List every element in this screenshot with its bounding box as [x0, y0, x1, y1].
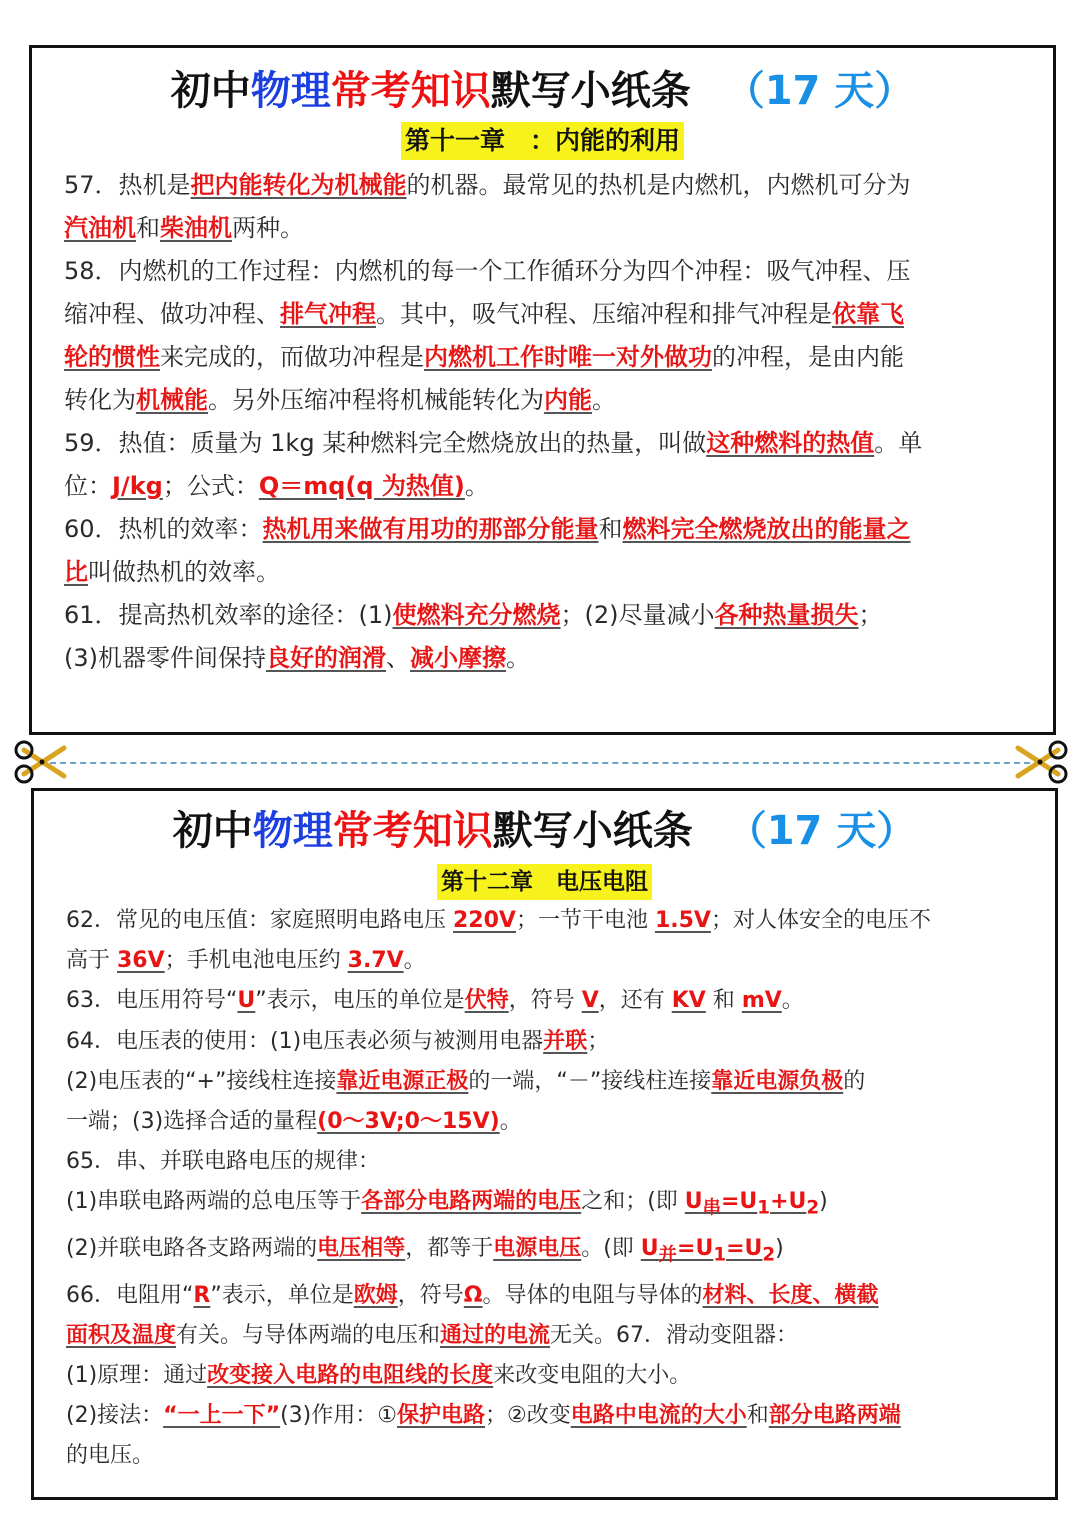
answer: 各部分电路两端的电压: [361, 1189, 582, 1215]
text: 。(即: [581, 1236, 641, 1262]
text: 。: [464, 472, 489, 500]
text: 转化为: [64, 386, 136, 414]
text: 59．热值：质量为 1kg 某种燃料完全燃烧放出的热量，叫做: [64, 429, 707, 457]
text-line: [66, 1276, 1031, 1316]
answer: 电路中电流的大小: [570, 1403, 747, 1429]
text-line: [66, 1356, 1031, 1396]
text-line: [66, 1436, 1031, 1476]
answer: 内燃机工作时唯一对外做功: [424, 343, 712, 371]
answer: 靠近电源负极: [711, 1068, 844, 1094]
answer: 机械能: [136, 386, 208, 414]
answer: 面积及温度: [66, 1322, 177, 1348]
text-line: [66, 981, 1031, 1021]
answer: 比: [64, 558, 88, 586]
text: 66．电阻用“: [66, 1282, 194, 1308]
text: ；②改变: [485, 1403, 571, 1429]
text-line: [66, 941, 1031, 981]
formula-subscript: 1: [757, 1197, 771, 1219]
answer: R: [193, 1282, 211, 1308]
text: ): [819, 1189, 828, 1215]
text-line: [64, 336, 1029, 379]
text: 58．内燃机的工作过程：内燃机的每一个工作循环分为四个冲程：吸气冲程、压: [64, 257, 911, 285]
answer: 220V: [453, 908, 516, 933]
text: (2)电压表的“+”接线柱连接: [66, 1068, 337, 1094]
text: 和: [746, 1403, 769, 1429]
answer: 依靠飞: [832, 300, 904, 328]
title-part-2: 物理: [250, 68, 331, 114]
card-title: [34, 805, 1055, 857]
text-line: [66, 1396, 1031, 1436]
formula-subscript: 1: [713, 1244, 727, 1266]
chapter-heading: [32, 122, 1053, 160]
chapter-label: 第十二章 电压电阻: [437, 864, 652, 900]
title-part-3: 常考知识: [330, 68, 491, 114]
text: 的电压。: [66, 1443, 155, 1469]
formula-part: U: [640, 1236, 659, 1262]
text: 。导体的电阻与导体的: [482, 1282, 703, 1308]
answer: 良好的润滑: [266, 644, 386, 672]
text: 65．串、并联电路电压的规律：: [66, 1149, 380, 1175]
text: 和: [598, 515, 623, 543]
text: 无关。67．滑动变阻器：: [550, 1322, 799, 1348]
answer: 电源电压: [493, 1236, 582, 1262]
text-line: [64, 422, 1029, 465]
text: (2)并联电路各支路两端的: [66, 1236, 318, 1262]
chapter-heading: [34, 864, 1055, 900]
text: 的冲程，是由内能: [712, 343, 904, 371]
formula-part: =U: [726, 1236, 763, 1262]
formula-part: =U: [677, 1236, 714, 1262]
answer: 改变接入电路的电阻线的长度: [207, 1363, 494, 1389]
text: ，符号: [508, 988, 582, 1014]
text: ；(2)尽量减小: [560, 601, 715, 629]
answer: 伏特: [464, 988, 509, 1014]
answer: 材料、长度、横截: [702, 1282, 879, 1308]
text: ): [775, 1236, 784, 1262]
cut-line: [40, 762, 1040, 764]
text: ”表示，单位是: [210, 1282, 354, 1308]
note-card-chapter-12: [31, 788, 1058, 1500]
text: 63．电压用符号“: [66, 988, 238, 1014]
answer: KV: [671, 988, 706, 1014]
text: 之和；(即: [581, 1189, 685, 1215]
text-line: [64, 250, 1029, 293]
text: 位：: [64, 472, 112, 500]
text: ，符号: [397, 1282, 464, 1308]
text: 57．热机是: [64, 171, 191, 199]
text-line: [64, 293, 1029, 336]
text: 62．常见的电压值：家庭照明电路电压: [66, 908, 453, 933]
answer: Ω: [463, 1282, 483, 1308]
card-body: [64, 164, 1029, 680]
formula-part: +U: [770, 1189, 807, 1215]
card-body: [66, 901, 1031, 1477]
text-line: [66, 1022, 1031, 1062]
text: ”表示，电压的单位是: [255, 988, 465, 1014]
formula-subscript: 2: [762, 1244, 776, 1266]
text: (1)串联电路两端的总电压等于: [66, 1189, 362, 1215]
answer: 热机用来做有用功的那部分能量: [262, 515, 599, 543]
text: 两种。: [232, 214, 304, 242]
answer: 轮的惯性: [64, 343, 160, 371]
formula-subscript: 2: [806, 1197, 820, 1219]
formula-subscript: 并: [658, 1244, 678, 1266]
answer: 各种热量损失: [714, 601, 859, 629]
text: (2)接法：: [66, 1403, 164, 1429]
text: 61．提高热机效率的途径：(1): [64, 601, 393, 629]
text: 来改变电阻的大小。: [493, 1363, 692, 1389]
text-line: [64, 207, 1029, 250]
text: 、: [386, 644, 410, 672]
text: 的一端，“－”接线柱连接: [468, 1068, 712, 1094]
text: 缩冲程、做功冲程、: [64, 300, 280, 328]
text-line: [66, 901, 1031, 941]
text-line: [64, 637, 1029, 680]
answer: 把内能转化为机械能: [190, 171, 407, 199]
answer: 柴油机: [160, 214, 232, 242]
answer: 通过的电流: [440, 1322, 551, 1348]
answer: 3.7V: [347, 948, 404, 974]
formula-subscript: 串: [702, 1197, 721, 1219]
text: 60．热机的效率：: [64, 515, 263, 543]
formula-series: [684, 1189, 820, 1219]
answer: U: [237, 988, 256, 1014]
text: (1)原理：通过: [66, 1363, 208, 1389]
scissors-icon: [1014, 738, 1068, 786]
answer: 1.5V: [654, 908, 711, 933]
answer: 内能: [544, 386, 592, 414]
answer: J/kg: [112, 472, 163, 500]
answer: V: [581, 988, 599, 1014]
text: 有关。与导体两端的电压和: [176, 1322, 441, 1348]
text: 高于: [66, 948, 117, 974]
text: 和: [136, 214, 160, 242]
answer: 欧姆: [353, 1282, 398, 1308]
answer: 部分电路两端: [768, 1403, 901, 1429]
title-days: （17 天）: [726, 808, 917, 854]
text: ，都等于: [405, 1236, 494, 1262]
title-part-2: 物理: [252, 808, 333, 854]
answer: 汽油机: [64, 214, 136, 242]
title-part-1: 初中: [170, 68, 251, 114]
answer: Q＝mq(q 为热值): [258, 472, 465, 500]
answer: 排气冲程: [280, 300, 376, 328]
text: 。单: [874, 429, 923, 457]
answer: 这种燃料的热值: [706, 429, 875, 457]
text: (3)作用：①: [280, 1403, 397, 1429]
text: 64．电压表的使用：(1)电压表必须与被测用电器: [66, 1028, 544, 1054]
answer: 电压相等: [317, 1236, 406, 1262]
note-card-chapter-11: [29, 45, 1056, 735]
text: 。: [506, 644, 530, 672]
text: 一端；(3)选择合适的量程: [66, 1109, 318, 1135]
text: ；公式：: [162, 472, 259, 500]
text-line: [66, 1062, 1031, 1102]
text-line: [66, 1102, 1031, 1142]
text: 。: [781, 988, 804, 1014]
formula-parallel: [640, 1236, 776, 1266]
answer: 靠近电源正极: [336, 1068, 469, 1094]
answer: 减小摩擦: [410, 644, 506, 672]
answer: 保护电路: [396, 1403, 485, 1429]
answer: 燃料完全燃烧放出的能量之: [622, 515, 911, 543]
text: ；手机电池电压约: [164, 948, 348, 974]
answer: 并联: [543, 1028, 588, 1054]
title-part-3: 常考知识: [332, 808, 493, 854]
text: 来完成的，而做功冲程是: [160, 343, 424, 371]
text-line: [64, 594, 1029, 637]
text: 叫做热机的效率。: [88, 558, 280, 586]
chapter-label: 第十一章 ：内能的利用: [401, 122, 684, 160]
formula-part: U: [684, 1189, 703, 1215]
text-line: [64, 551, 1029, 594]
text-line: [66, 1142, 1031, 1182]
title-days: （17 天）: [724, 68, 915, 114]
text-line: [66, 1229, 1031, 1276]
text-line: [64, 164, 1029, 207]
title-part-1: 初中: [172, 808, 253, 854]
answer: “一上一下”: [163, 1403, 281, 1429]
text: ；对人体安全的电压不: [710, 908, 931, 933]
title-part-4: 默写小纸条: [490, 68, 691, 114]
text: ；: [858, 601, 883, 629]
text-line: [64, 508, 1029, 551]
text-line: [64, 379, 1029, 422]
text-line: [66, 1182, 1031, 1229]
text: 。其中，吸气冲程、压缩冲程和排气冲程是: [376, 300, 832, 328]
text: 的: [843, 1068, 866, 1094]
text: 。另外压缩冲程将机械能转化为: [208, 386, 544, 414]
text: ；一节干电池: [515, 908, 655, 933]
text: ；: [587, 1028, 610, 1054]
text: 。: [403, 948, 426, 974]
text: 和: [705, 988, 742, 1014]
text: ，还有: [598, 988, 672, 1014]
answer: (0～3V;0～15V): [317, 1109, 500, 1135]
card-title: [32, 65, 1053, 117]
answer: 36V: [117, 948, 165, 974]
scissors-icon: [14, 738, 68, 786]
text: (3)机器零件间保持: [64, 644, 266, 672]
answer: mV: [741, 988, 782, 1014]
text: 。: [592, 386, 616, 414]
formula-part: =U: [720, 1189, 758, 1215]
text-line: [66, 1316, 1031, 1356]
title-part-4: 默写小纸条: [492, 808, 693, 854]
text: 的机器。最常见的热机是内燃机，内燃机可分为: [406, 171, 911, 199]
text: 。: [499, 1109, 522, 1135]
text-line: [64, 465, 1029, 508]
answer: 使燃料充分燃烧: [392, 601, 561, 629]
